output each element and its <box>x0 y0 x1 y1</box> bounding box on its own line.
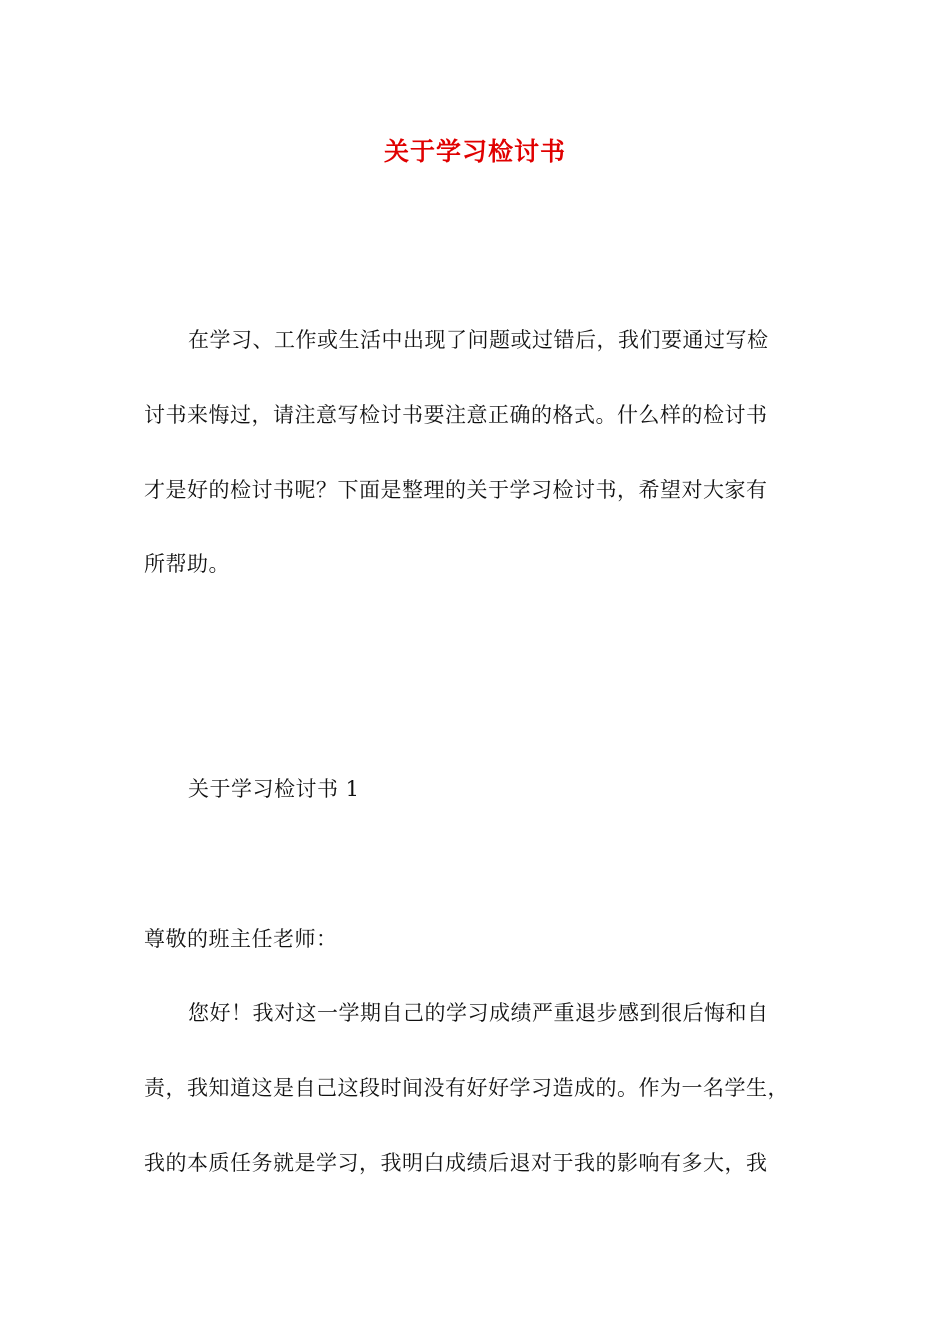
body-line: 我的本质任务就是学习，我明白成绩后退对于我的影响有多大，我 <box>144 1151 768 1175</box>
body-line: 责，我知道这是自己这段时间没有好好学习造成的。作为一名学生， <box>144 1076 789 1100</box>
document-title: 关于学习检讨书 <box>383 137 566 166</box>
body-line: 您好！我对这一学期自己的学习成绩严重退步感到很后悔和自 <box>188 1001 769 1025</box>
section-heading: 关于学习检讨书 1 <box>188 777 360 801</box>
intro-line: 所帮助。 <box>144 552 230 576</box>
intro-line: 才是好的检讨书呢？下面是整理的关于学习检讨书，希望对大家有 <box>144 478 768 502</box>
intro-line: 讨书来悔过，请注意写检讨书要注意正确的格式。什么样的检讨书 <box>144 403 768 427</box>
salutation: 尊敬的班主任老师： <box>144 927 338 951</box>
intro-line: 在学习、工作或生活中出现了问题或过错后，我们要通过写检 <box>188 328 769 352</box>
